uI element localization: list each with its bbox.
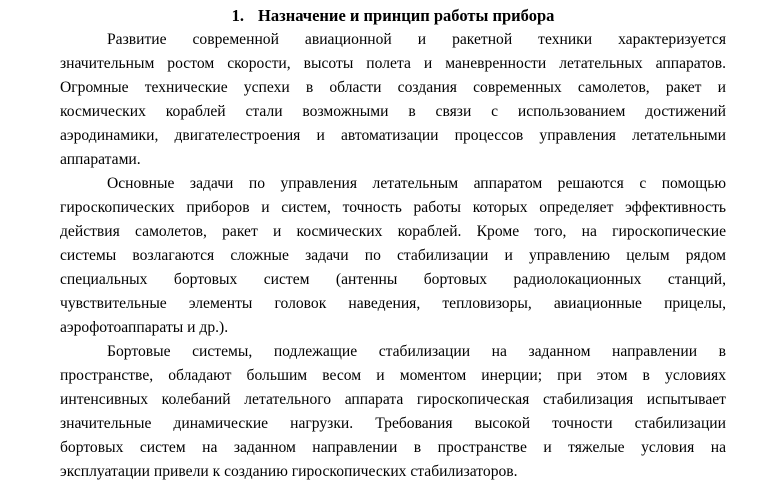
text-line: эксплуатации привели к созданию гироскопических стабилизаторов. — [60, 463, 518, 480]
document-page — [60, 6, 726, 484]
text-line: гироскопических приборов и систем, точность работы которых определяет эффективность — [60, 199, 726, 216]
text-line: аппаратами. — [60, 151, 141, 168]
text-line: Огромные технические успехи в области создания современных самолетов, ракет и — [60, 79, 726, 96]
text-line: Основные задачи по управления летательным аппаратом решаются с помощью — [107, 175, 726, 192]
text-line: интенсивных колебаний летательного аппарата гироскопическая стабилизация испытывает — [60, 391, 726, 408]
text-line: Развитие современной авиационной и ракетной техники характеризуется — [107, 31, 726, 48]
text-line: аэродинамики, двигателестроения и автоматизации процессов управления летательными — [60, 127, 726, 144]
section-title: Назначение и принцип работы прибора — [257, 6, 555, 25]
section-number: 1. — [231, 6, 244, 25]
text-line: системы возлагаются сложные задачи по стабилизации и управлению целым рядом — [60, 247, 726, 264]
text-line: специальных бортовых систем (антенны бортовых радиолокационных станций, — [60, 271, 726, 288]
paragraph — [60, 172, 726, 340]
text-line: аэрофотоаппараты и др.). — [60, 319, 229, 336]
body-text — [60, 28, 726, 484]
text-line: значительным ростом скорости, высоты полета и маневренности летательных аппаратов. — [60, 55, 726, 72]
text-line: космических кораблей стали возможными в связи с использованием достижений — [60, 103, 726, 120]
text-line: пространстве, обладают большим весом и моментом инерции; при этом в условиях — [60, 367, 726, 384]
paragraph — [60, 28, 726, 172]
paragraph — [60, 340, 726, 484]
text-line: бортовых систем на заданном направлении в пространстве и тяжелые условия на — [60, 439, 726, 456]
text-line: значительные динамические нагрузки. Требования высокой точности стабилизации — [60, 415, 726, 432]
text-line: чувствительные элементы головок наведения, тепловизоры, авиационные прицелы, — [60, 295, 726, 312]
section-heading — [60, 6, 726, 26]
text-line: действия самолетов, ракет и космических кораблей. Кроме того, на гироскопические — [60, 223, 726, 240]
text-line: Бортовые системы, подлежащие стабилизации на заданном направлении в — [107, 343, 726, 360]
